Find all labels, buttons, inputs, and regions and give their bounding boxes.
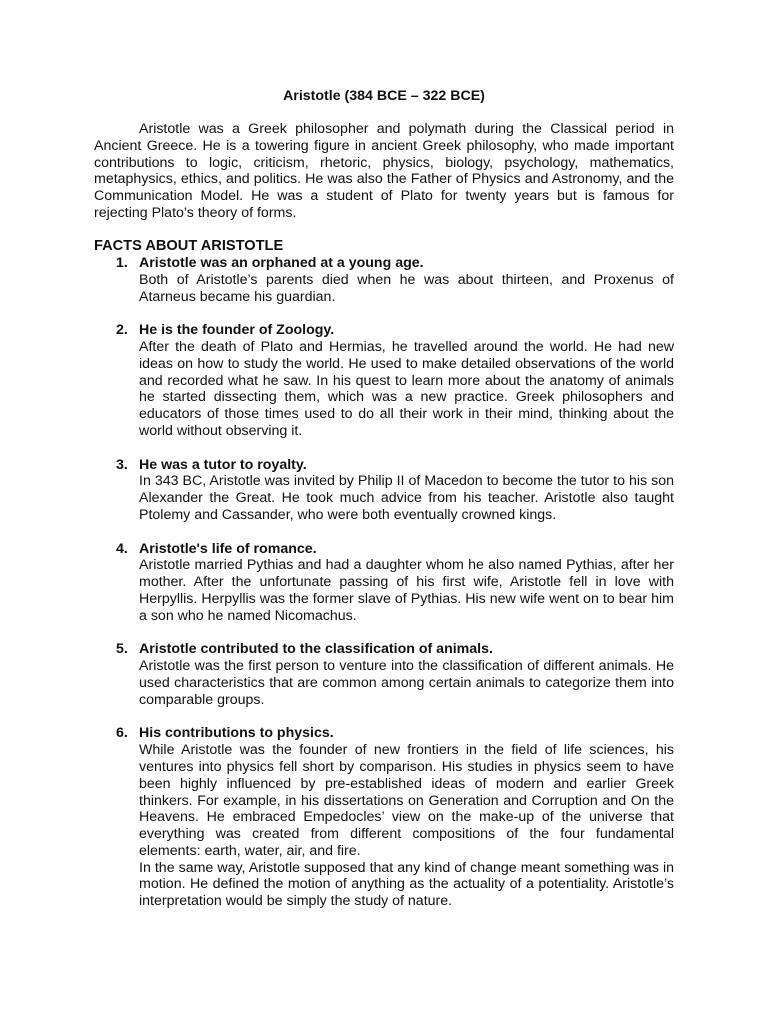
fact-title: Aristotle contributed to the classification of animals. bbox=[139, 641, 493, 658]
fact-number: 2. bbox=[116, 322, 128, 339]
fact-item-3 bbox=[94, 457, 674, 524]
fact-number: 6. bbox=[116, 725, 128, 742]
fact-number: 3. bbox=[116, 456, 128, 473]
fact-number: 5. bbox=[116, 641, 128, 658]
fact-title: His contributions to physics. bbox=[139, 725, 334, 742]
fact-item-2 bbox=[94, 322, 674, 440]
intro-paragraph: Aristotle was a Greek philosopher and polymath during the Classical period in Ancient Greece. He is a towering figure in ancient Greek philosophy, who made important contributions to logic, criticism, rhetoric, physics, biology, psychology, mathematics, metaphysics, ethics, and politics. He was also the Father of Physics and Astronomy, and the Communication Model. He was a student of Plato for twenty years but is famous for rejecting Plato’s theory of forms. bbox=[94, 121, 674, 221]
fact-item-1 bbox=[94, 255, 674, 305]
facts-heading: FACTS ABOUT ARISTOTLE bbox=[94, 238, 284, 254]
fact-item-6 bbox=[94, 725, 674, 910]
fact-title: Aristotle's life of romance. bbox=[139, 540, 317, 557]
facts-list bbox=[94, 255, 674, 927]
fact-title: Aristotle was an orphaned at a young age. bbox=[139, 255, 424, 271]
fact-paragraph: While Aristotle was the founder of new frontiers in the field of life sciences, his ventures into physics fell short by comparison. His studies in physics seem to have been highly influenced by pre-established ideas of modern and earlier Greek thinkers. For example, in his dissertations on Generation and Corruption and On the Heavens. He embraced Empedocles’ view on the make-up of the universe that everything was created from different compositions of the four fundamental elements: earth, water, air, and fire. bbox=[139, 742, 674, 859]
fact-number: 1. bbox=[116, 255, 128, 271]
fact-paragraph: Aristotle was the first person to venture into the classification of different animals. He used characteristics that are common among certain animals to categorize them into comparable groups. bbox=[139, 658, 674, 708]
fact-number: 4. bbox=[116, 540, 128, 557]
fact-paragraph: Aristotle married Pythias and had a daughter whom he also named Pythias, after her mother. After the unfortunate passing of his first wife, Aristotle fell in love with Herpyllis. Herpyllis was the former slave of Pythias. His new wife went on to bear him a son who he named Nicomachus. bbox=[139, 557, 674, 624]
fact-item-4 bbox=[94, 541, 674, 625]
fact-paragraph: In the same way, Aristotle supposed that any kind of change meant something was in motion. He defined the motion of anything as the actuality of a potentiality. Aristotle’s interpretation would be simply the study of nature. bbox=[139, 859, 674, 910]
fact-paragraph: In 343 BC, Aristotle was invited by Philip II of Macedon to become the tutor to his son Alexander the Great. He took much advice from his teacher. Aristotle also taught Ptolemy and Cassander, who were both eventually crowned kings. bbox=[139, 473, 674, 523]
fact-title: He is the founder of Zoology. bbox=[139, 322, 335, 339]
fact-item-5 bbox=[94, 641, 674, 708]
fact-paragraph: After the death of Plato and Hermias, he travelled around the world. He had new ideas on how to study the world. He used to make detailed observations of the world and recorded what he saw. In his quest to learn more about the anatomy of animals he started dissecting them, which was a new practice. Greek philosophers and educators of those times used to do all their work in their mind, thinking about the world without observing it. bbox=[139, 338, 674, 439]
fact-title: He was a tutor to royalty. bbox=[139, 456, 307, 473]
document-title: Aristotle (384 BCE – 322 BCE) bbox=[283, 88, 485, 104]
fact-paragraph: Both of Aristotle’s parents died when he was about thirteen, and Proxenus of Atarneus became his guardian. bbox=[139, 271, 674, 305]
